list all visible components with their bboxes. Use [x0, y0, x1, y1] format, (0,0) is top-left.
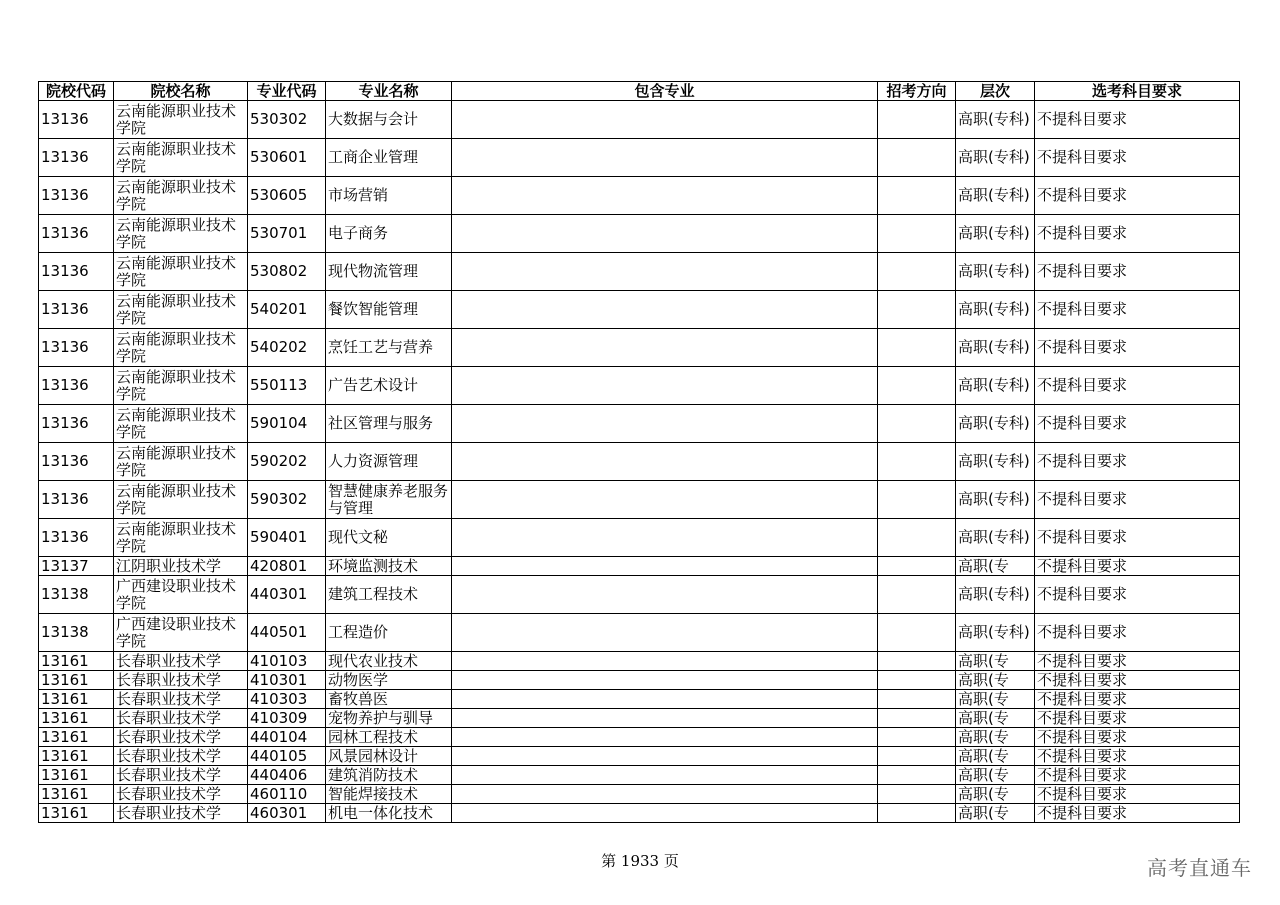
- cell-school-code: 13136: [39, 139, 114, 177]
- table-row: [39, 690, 1240, 709]
- cell-level: 高职(专: [956, 652, 1035, 671]
- table-row: [39, 804, 1240, 823]
- cell-school-code: 13161: [39, 785, 114, 804]
- table-row: [39, 177, 1240, 215]
- table-row: [39, 215, 1240, 253]
- cell-subject-requirement: 不提科目要求: [1035, 177, 1240, 215]
- header-direction: 招考方向: [878, 82, 956, 101]
- cell-school-code: 13161: [39, 766, 114, 785]
- cell-level: 高职(专: [956, 804, 1035, 823]
- cell-direction: [878, 291, 956, 329]
- cell-major-name: 大数据与会计: [326, 101, 452, 139]
- cell-major-code: 440104: [248, 728, 326, 747]
- cell-subject-requirement: 不提科目要求: [1035, 576, 1240, 614]
- cell-major-name: 市场营销: [326, 177, 452, 215]
- cell-level: 高职(专科): [956, 177, 1035, 215]
- header-major-code: 专业代码: [248, 82, 326, 101]
- cell-major-name: 现代农业技术: [326, 652, 452, 671]
- cell-included-majors: [452, 177, 878, 215]
- cell-level: 高职(专科): [956, 101, 1035, 139]
- cell-direction: [878, 614, 956, 652]
- cell-school-name: 云南能源职业技术学院: [114, 481, 248, 519]
- cell-direction: [878, 215, 956, 253]
- table-row: [39, 443, 1240, 481]
- header-row: [39, 82, 1240, 101]
- cell-direction: [878, 329, 956, 367]
- cell-subject-requirement: 不提科目要求: [1035, 329, 1240, 367]
- cell-school-code: 13136: [39, 215, 114, 253]
- cell-major-name: 工商企业管理: [326, 139, 452, 177]
- table-row: [39, 481, 1240, 519]
- cell-major-name: 智慧健康养老服务与管理: [326, 481, 452, 519]
- cell-level: 高职(专科): [956, 576, 1035, 614]
- cell-level: 高职(专: [956, 671, 1035, 690]
- cell-major-code: 440406: [248, 766, 326, 785]
- cell-subject-requirement: 不提科目要求: [1035, 652, 1240, 671]
- table-row: [39, 576, 1240, 614]
- table-row: [39, 747, 1240, 766]
- cell-included-majors: [452, 652, 878, 671]
- cell-included-majors: [452, 291, 878, 329]
- cell-major-code: 530701: [248, 215, 326, 253]
- cell-school-name: 广西建设职业技术学院: [114, 576, 248, 614]
- cell-included-majors: [452, 367, 878, 405]
- table-row: [39, 253, 1240, 291]
- cell-major-code: 530802: [248, 253, 326, 291]
- cell-major-name: 人力资源管理: [326, 443, 452, 481]
- header-school-code: 院校代码: [39, 82, 114, 101]
- cell-included-majors: [452, 614, 878, 652]
- cell-subject-requirement: 不提科目要求: [1035, 405, 1240, 443]
- cell-subject-requirement: 不提科目要求: [1035, 557, 1240, 576]
- cell-level: 高职(专: [956, 557, 1035, 576]
- cell-subject-requirement: 不提科目要求: [1035, 215, 1240, 253]
- header-subject-requirement: 选考科目要求: [1035, 82, 1240, 101]
- cell-level: 高职(专科): [956, 367, 1035, 405]
- table-row: [39, 728, 1240, 747]
- cell-school-name: 长春职业技术学: [114, 709, 248, 728]
- cell-direction: [878, 576, 956, 614]
- cell-major-code: 540202: [248, 329, 326, 367]
- header-level: 层次: [956, 82, 1035, 101]
- cell-school-code: 13161: [39, 652, 114, 671]
- cell-major-code: 590104: [248, 405, 326, 443]
- cell-included-majors: [452, 766, 878, 785]
- cell-school-name: 江阴职业技术学: [114, 557, 248, 576]
- cell-included-majors: [452, 253, 878, 291]
- cell-school-name: 云南能源职业技术学院: [114, 329, 248, 367]
- cell-school-name: 长春职业技术学: [114, 671, 248, 690]
- cell-included-majors: [452, 671, 878, 690]
- cell-level: 高职(专科): [956, 519, 1035, 557]
- cell-subject-requirement: 不提科目要求: [1035, 443, 1240, 481]
- cell-included-majors: [452, 215, 878, 253]
- cell-subject-requirement: 不提科目要求: [1035, 766, 1240, 785]
- cell-school-name: 云南能源职业技术学院: [114, 367, 248, 405]
- cell-major-code: 530605: [248, 177, 326, 215]
- table-row: [39, 139, 1240, 177]
- cell-direction: [878, 709, 956, 728]
- cell-school-code: 13136: [39, 101, 114, 139]
- cell-school-name: 长春职业技术学: [114, 652, 248, 671]
- cell-level: 高职(专: [956, 747, 1035, 766]
- admission-table: [38, 81, 1240, 823]
- header-included-majors: 包含专业: [452, 82, 878, 101]
- cell-subject-requirement: 不提科目要求: [1035, 519, 1240, 557]
- cell-direction: [878, 139, 956, 177]
- cell-subject-requirement: 不提科目要求: [1035, 804, 1240, 823]
- cell-school-code: 13136: [39, 519, 114, 557]
- cell-direction: [878, 481, 956, 519]
- cell-direction: [878, 747, 956, 766]
- table-row: [39, 766, 1240, 785]
- cell-subject-requirement: 不提科目要求: [1035, 291, 1240, 329]
- cell-major-name: 烹饪工艺与营养: [326, 329, 452, 367]
- cell-direction: [878, 101, 956, 139]
- table-row: [39, 519, 1240, 557]
- cell-level: 高职(专科): [956, 481, 1035, 519]
- cell-level: 高职(专科): [956, 329, 1035, 367]
- cell-level: 高职(专科): [956, 443, 1035, 481]
- cell-major-code: 410103: [248, 652, 326, 671]
- cell-major-name: 畜牧兽医: [326, 690, 452, 709]
- header-school-name: 院校名称: [114, 82, 248, 101]
- cell-direction: [878, 443, 956, 481]
- cell-major-name: 环境监测技术: [326, 557, 452, 576]
- cell-subject-requirement: 不提科目要求: [1035, 671, 1240, 690]
- cell-major-code: 540201: [248, 291, 326, 329]
- cell-major-code: 460110: [248, 785, 326, 804]
- cell-major-name: 餐饮智能管理: [326, 291, 452, 329]
- cell-level: 高职(专科): [956, 215, 1035, 253]
- cell-school-code: 13136: [39, 177, 114, 215]
- cell-major-name: 建筑消防技术: [326, 766, 452, 785]
- cell-major-code: 440501: [248, 614, 326, 652]
- cell-included-majors: [452, 709, 878, 728]
- cell-major-code: 410303: [248, 690, 326, 709]
- cell-school-name: 云南能源职业技术学院: [114, 291, 248, 329]
- cell-school-code: 13136: [39, 367, 114, 405]
- cell-major-code: 460301: [248, 804, 326, 823]
- cell-school-name: 长春职业技术学: [114, 804, 248, 823]
- cell-included-majors: [452, 804, 878, 823]
- cell-major-code: 550113: [248, 367, 326, 405]
- cell-major-name: 宠物养护与驯导: [326, 709, 452, 728]
- cell-major-name: 社区管理与服务: [326, 405, 452, 443]
- cell-direction: [878, 253, 956, 291]
- cell-direction: [878, 177, 956, 215]
- cell-direction: [878, 690, 956, 709]
- cell-major-name: 现代物流管理: [326, 253, 452, 291]
- cell-school-code: 13136: [39, 253, 114, 291]
- cell-subject-requirement: 不提科目要求: [1035, 785, 1240, 804]
- cell-included-majors: [452, 139, 878, 177]
- cell-major-name: 电子商务: [326, 215, 452, 253]
- table-row: [39, 785, 1240, 804]
- cell-level: 高职(专: [956, 690, 1035, 709]
- cell-direction: [878, 785, 956, 804]
- cell-school-name: 长春职业技术学: [114, 728, 248, 747]
- table-row: [39, 709, 1240, 728]
- cell-school-code: 13136: [39, 329, 114, 367]
- cell-included-majors: [452, 101, 878, 139]
- cell-included-majors: [452, 557, 878, 576]
- cell-major-name: 园林工程技术: [326, 728, 452, 747]
- cell-major-name: 建筑工程技术: [326, 576, 452, 614]
- cell-major-code: 530302: [248, 101, 326, 139]
- cell-school-name: 长春职业技术学: [114, 690, 248, 709]
- cell-school-name: 云南能源职业技术学院: [114, 177, 248, 215]
- cell-included-majors: [452, 405, 878, 443]
- cell-school-code: 13161: [39, 690, 114, 709]
- cell-subject-requirement: 不提科目要求: [1035, 101, 1240, 139]
- cell-school-name: 长春职业技术学: [114, 747, 248, 766]
- cell-direction: [878, 766, 956, 785]
- cell-major-code: 440301: [248, 576, 326, 614]
- cell-school-code: 13136: [39, 481, 114, 519]
- cell-level: 高职(专科): [956, 139, 1035, 177]
- table-body: [39, 101, 1240, 823]
- cell-major-code: 410301: [248, 671, 326, 690]
- table-row: [39, 291, 1240, 329]
- cell-subject-requirement: 不提科目要求: [1035, 728, 1240, 747]
- cell-school-code: 13137: [39, 557, 114, 576]
- cell-subject-requirement: 不提科目要求: [1035, 139, 1240, 177]
- cell-major-name: 机电一体化技术: [326, 804, 452, 823]
- cell-major-code: 440105: [248, 747, 326, 766]
- cell-school-name: 云南能源职业技术学院: [114, 253, 248, 291]
- table-row: [39, 101, 1240, 139]
- cell-school-code: 13136: [39, 443, 114, 481]
- cell-included-majors: [452, 329, 878, 367]
- table-row: [39, 367, 1240, 405]
- cell-level: 高职(专科): [956, 405, 1035, 443]
- cell-subject-requirement: 不提科目要求: [1035, 747, 1240, 766]
- cell-subject-requirement: 不提科目要求: [1035, 690, 1240, 709]
- cell-school-name: 云南能源职业技术学院: [114, 519, 248, 557]
- table-row: [39, 671, 1240, 690]
- cell-major-name: 智能焊接技术: [326, 785, 452, 804]
- cell-included-majors: [452, 728, 878, 747]
- cell-included-majors: [452, 481, 878, 519]
- cell-included-majors: [452, 690, 878, 709]
- cell-direction: [878, 728, 956, 747]
- cell-school-name: 云南能源职业技术学院: [114, 101, 248, 139]
- cell-major-name: 工程造价: [326, 614, 452, 652]
- header-major-name: 专业名称: [326, 82, 452, 101]
- cell-school-name: 云南能源职业技术学院: [114, 405, 248, 443]
- cell-school-code: 13136: [39, 291, 114, 329]
- cell-major-code: 590202: [248, 443, 326, 481]
- cell-school-code: 13161: [39, 728, 114, 747]
- cell-level: 高职(专: [956, 766, 1035, 785]
- cell-school-code: 13161: [39, 804, 114, 823]
- cell-direction: [878, 652, 956, 671]
- cell-included-majors: [452, 519, 878, 557]
- cell-school-name: 云南能源职业技术学院: [114, 215, 248, 253]
- table-row: [39, 405, 1240, 443]
- cell-direction: [878, 519, 956, 557]
- cell-direction: [878, 557, 956, 576]
- cell-school-code: 13161: [39, 709, 114, 728]
- cell-direction: [878, 671, 956, 690]
- cell-major-code: 410309: [248, 709, 326, 728]
- cell-subject-requirement: 不提科目要求: [1035, 614, 1240, 652]
- cell-subject-requirement: 不提科目要求: [1035, 367, 1240, 405]
- cell-included-majors: [452, 747, 878, 766]
- cell-subject-requirement: 不提科目要求: [1035, 253, 1240, 291]
- cell-school-code: 13161: [39, 747, 114, 766]
- cell-school-name: 广西建设职业技术学院: [114, 614, 248, 652]
- cell-direction: [878, 804, 956, 823]
- cell-subject-requirement: 不提科目要求: [1035, 709, 1240, 728]
- cell-level: 高职(专科): [956, 253, 1035, 291]
- cell-school-code: 13138: [39, 576, 114, 614]
- cell-major-code: 530601: [248, 139, 326, 177]
- cell-major-name: 现代文秘: [326, 519, 452, 557]
- table-row: [39, 614, 1240, 652]
- table-row: [39, 557, 1240, 576]
- cell-school-code: 13136: [39, 405, 114, 443]
- cell-school-name: 长春职业技术学: [114, 785, 248, 804]
- cell-level: 高职(专: [956, 709, 1035, 728]
- cell-school-code: 13138: [39, 614, 114, 652]
- cell-level: 高职(专科): [956, 291, 1035, 329]
- cell-school-code: 13161: [39, 671, 114, 690]
- cell-major-name: 风景园林设计: [326, 747, 452, 766]
- page-number: 第 1933 页: [601, 852, 679, 870]
- cell-major-code: 420801: [248, 557, 326, 576]
- cell-level: 高职(专科): [956, 614, 1035, 652]
- cell-level: 高职(专: [956, 785, 1035, 804]
- cell-major-name: 广告艺术设计: [326, 367, 452, 405]
- table-row: [39, 652, 1240, 671]
- cell-school-name: 云南能源职业技术学院: [114, 443, 248, 481]
- cell-school-name: 云南能源职业技术学院: [114, 139, 248, 177]
- cell-major-name: 动物医学: [326, 671, 452, 690]
- table-row: [39, 329, 1240, 367]
- cell-direction: [878, 405, 956, 443]
- cell-subject-requirement: 不提科目要求: [1035, 481, 1240, 519]
- cell-included-majors: [452, 576, 878, 614]
- cell-direction: [878, 367, 956, 405]
- cell-included-majors: [452, 443, 878, 481]
- cell-major-code: 590401: [248, 519, 326, 557]
- cell-included-majors: [452, 785, 878, 804]
- cell-major-code: 590302: [248, 481, 326, 519]
- watermark: 高考直通车: [1147, 856, 1252, 880]
- cell-level: 高职(专: [956, 728, 1035, 747]
- cell-school-name: 长春职业技术学: [114, 766, 248, 785]
